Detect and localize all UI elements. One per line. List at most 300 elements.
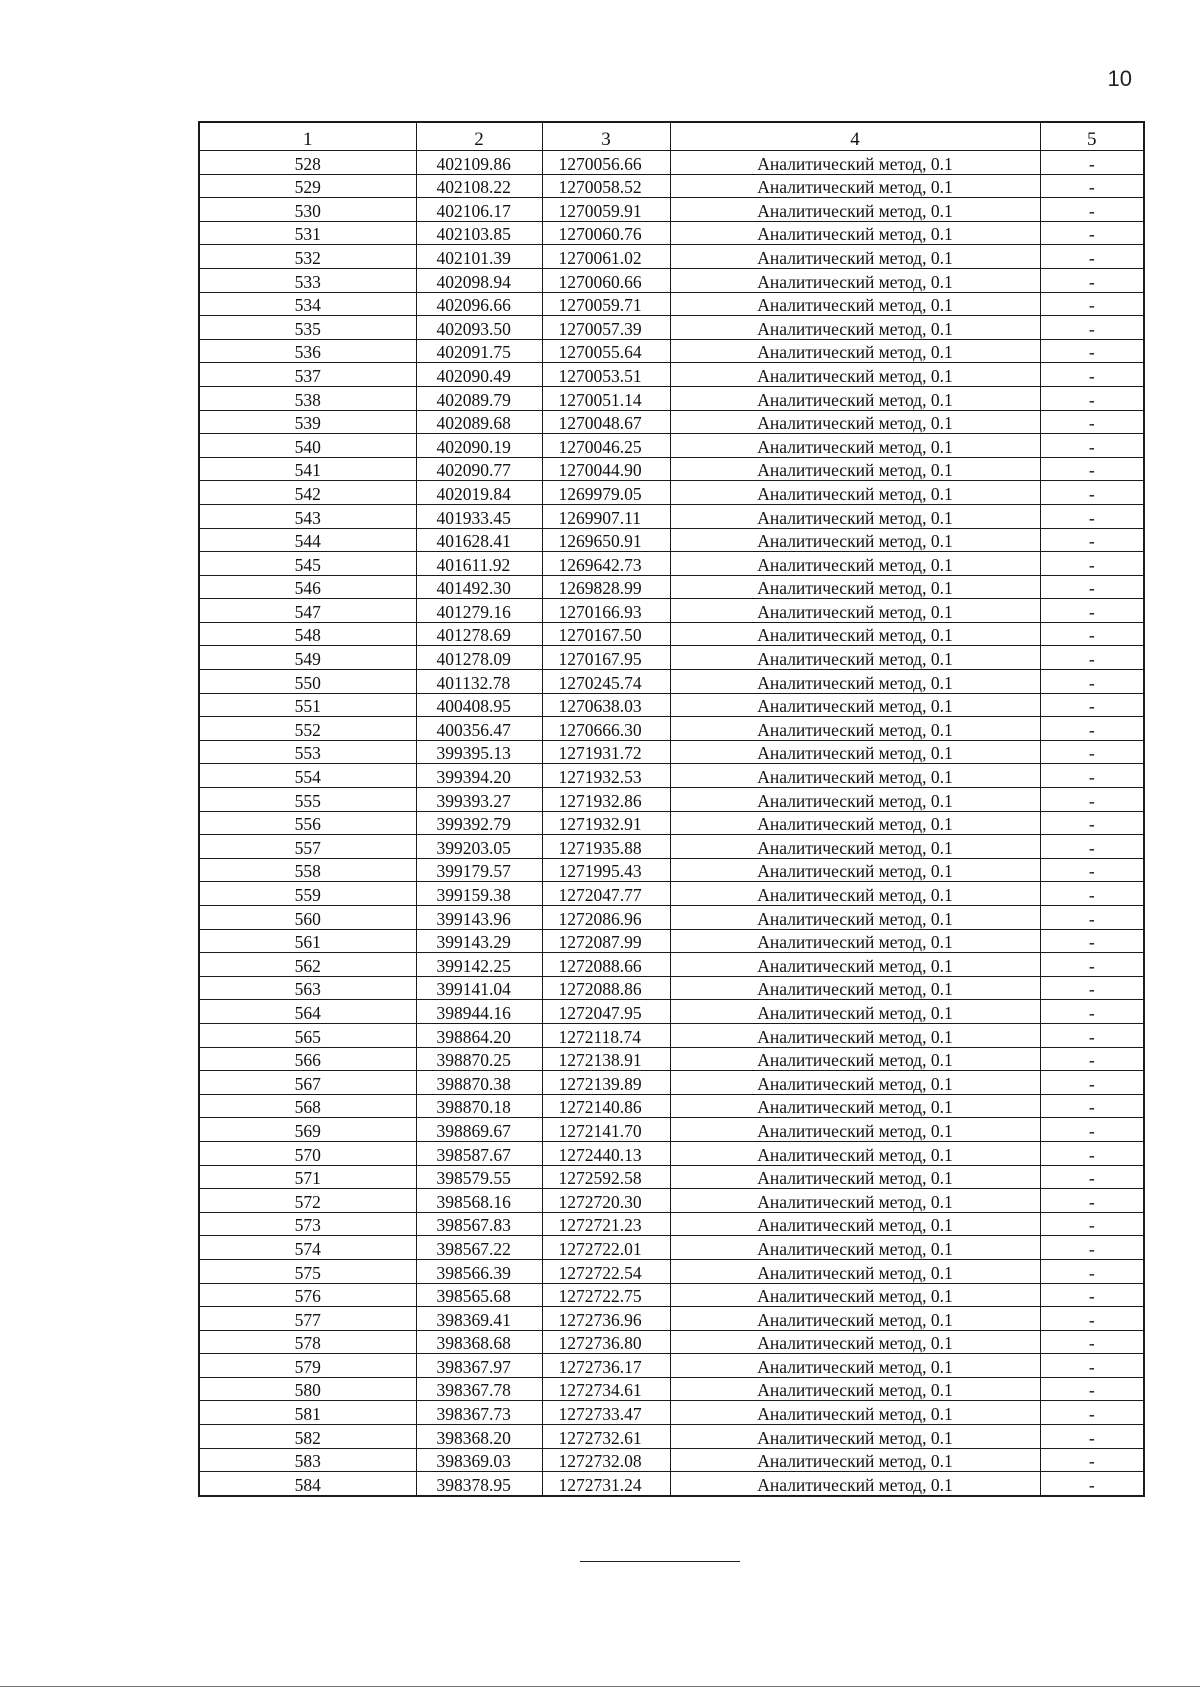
x-coordinate-cell: 402098.94: [416, 268, 542, 292]
y-coordinate-cell: 1270060.66: [542, 268, 670, 292]
note-cell: -: [1040, 151, 1144, 175]
y-coordinate-cell: 1272732.61: [542, 1425, 670, 1449]
table-row: [199, 1259, 1144, 1283]
y-coordinate-cell: 1272734.61: [542, 1377, 670, 1401]
note-cell: -: [1040, 1141, 1144, 1165]
method-cell: Аналитический метод, 0.1: [670, 1448, 1040, 1472]
point-number-cell: 534: [199, 292, 416, 316]
x-coordinate-cell: 399392.79: [416, 811, 542, 835]
point-number-cell: 569: [199, 1118, 416, 1142]
x-coordinate-cell: 398565.68: [416, 1283, 542, 1307]
point-number-cell: 543: [199, 504, 416, 528]
note-cell: -: [1040, 1047, 1144, 1071]
method-cell: Аналитический метод, 0.1: [670, 717, 1040, 741]
table-row: [199, 575, 1144, 599]
y-coordinate-cell: 1270044.90: [542, 457, 670, 481]
y-coordinate-cell: 1270056.66: [542, 151, 670, 175]
y-coordinate-cell: 1269650.91: [542, 528, 670, 552]
y-coordinate-cell: 1270061.02: [542, 245, 670, 269]
x-coordinate-cell: 402093.50: [416, 316, 542, 340]
table-row: [199, 1354, 1144, 1378]
note-cell: -: [1040, 1330, 1144, 1354]
method-cell: Аналитический метод, 0.1: [670, 835, 1040, 859]
note-cell: -: [1040, 1354, 1144, 1378]
y-coordinate-cell: 1270057.39: [542, 316, 670, 340]
note-cell: -: [1040, 976, 1144, 1000]
table-row: [199, 268, 1144, 292]
note-cell: -: [1040, 1023, 1144, 1047]
table-row: [199, 646, 1144, 670]
x-coordinate-cell: 398870.38: [416, 1071, 542, 1095]
method-cell: Аналитический метод, 0.1: [670, 906, 1040, 930]
method-cell: Аналитический метод, 0.1: [670, 316, 1040, 340]
table-row: [199, 835, 1144, 859]
y-coordinate-cell: 1270058.52: [542, 174, 670, 198]
method-cell: Аналитический метод, 0.1: [670, 811, 1040, 835]
point-number-cell: 582: [199, 1425, 416, 1449]
point-number-cell: 577: [199, 1307, 416, 1331]
footer-rule: [580, 1561, 740, 1562]
point-number-cell: 532: [199, 245, 416, 269]
table-row: [199, 1283, 1144, 1307]
table-row: [199, 1401, 1144, 1425]
note-cell: -: [1040, 268, 1144, 292]
x-coordinate-cell: 398869.67: [416, 1118, 542, 1142]
column-header-5: 5: [1040, 122, 1144, 151]
x-coordinate-cell: 398368.20: [416, 1425, 542, 1449]
page-bottom-edge: [0, 1686, 1200, 1687]
method-cell: Аналитический метод, 0.1: [670, 646, 1040, 670]
x-coordinate-cell: 402108.22: [416, 174, 542, 198]
point-number-cell: 563: [199, 976, 416, 1000]
x-coordinate-cell: 398870.25: [416, 1047, 542, 1071]
table-row: [199, 1047, 1144, 1071]
x-coordinate-cell: 398587.67: [416, 1141, 542, 1165]
y-coordinate-cell: 1271935.88: [542, 835, 670, 859]
note-cell: -: [1040, 481, 1144, 505]
note-cell: -: [1040, 717, 1144, 741]
note-cell: -: [1040, 670, 1144, 694]
point-number-cell: 559: [199, 882, 416, 906]
x-coordinate-cell: 399143.29: [416, 929, 542, 953]
x-coordinate-cell: 399159.38: [416, 882, 542, 906]
note-cell: -: [1040, 1189, 1144, 1213]
point-number-cell: 531: [199, 221, 416, 245]
table-row: [199, 1236, 1144, 1260]
method-cell: Аналитический метод, 0.1: [670, 1472, 1040, 1496]
method-cell: Аналитический метод, 0.1: [670, 1071, 1040, 1095]
column-header-1: 1: [199, 122, 416, 151]
x-coordinate-cell: 399179.57: [416, 858, 542, 882]
point-number-cell: 568: [199, 1094, 416, 1118]
y-coordinate-cell: 1272440.13: [542, 1141, 670, 1165]
y-coordinate-cell: 1271995.43: [542, 858, 670, 882]
table-row: [199, 1094, 1144, 1118]
note-cell: -: [1040, 1283, 1144, 1307]
y-coordinate-cell: 1272720.30: [542, 1189, 670, 1213]
method-cell: Аналитический метод, 0.1: [670, 504, 1040, 528]
method-cell: Аналитический метод, 0.1: [670, 1283, 1040, 1307]
x-coordinate-cell: 399142.25: [416, 953, 542, 977]
point-number-cell: 558: [199, 858, 416, 882]
table-row: [199, 434, 1144, 458]
x-coordinate-cell: 398368.68: [416, 1330, 542, 1354]
table-row: [199, 363, 1144, 387]
table-row: [199, 858, 1144, 882]
method-cell: Аналитический метод, 0.1: [670, 245, 1040, 269]
x-coordinate-cell: 399394.20: [416, 764, 542, 788]
column-header-2: 2: [416, 122, 542, 151]
note-cell: -: [1040, 174, 1144, 198]
table-row: [199, 599, 1144, 623]
note-cell: -: [1040, 1401, 1144, 1425]
point-number-cell: 576: [199, 1283, 416, 1307]
table-row: [199, 1448, 1144, 1472]
x-coordinate-cell: 398369.03: [416, 1448, 542, 1472]
note-cell: -: [1040, 410, 1144, 434]
y-coordinate-cell: 1272088.66: [542, 953, 670, 977]
point-number-cell: 567: [199, 1071, 416, 1095]
method-cell: Аналитический метод, 0.1: [670, 386, 1040, 410]
note-cell: -: [1040, 552, 1144, 576]
method-cell: Аналитический метод, 0.1: [670, 1330, 1040, 1354]
point-number-cell: 579: [199, 1354, 416, 1378]
y-coordinate-cell: 1270167.95: [542, 646, 670, 670]
table-body: [199, 151, 1144, 1496]
point-number-cell: 540: [199, 434, 416, 458]
x-coordinate-cell: 402089.79: [416, 386, 542, 410]
y-coordinate-cell: 1272732.08: [542, 1448, 670, 1472]
point-number-cell: 566: [199, 1047, 416, 1071]
note-cell: -: [1040, 245, 1144, 269]
table-row: [199, 1141, 1144, 1165]
table-row: [199, 1165, 1144, 1189]
x-coordinate-cell: 398568.16: [416, 1189, 542, 1213]
y-coordinate-cell: 1272139.89: [542, 1071, 670, 1095]
note-cell: -: [1040, 386, 1144, 410]
table-row: [199, 976, 1144, 1000]
point-number-cell: 547: [199, 599, 416, 623]
x-coordinate-cell: 400408.95: [416, 693, 542, 717]
y-coordinate-cell: 1272047.77: [542, 882, 670, 906]
note-cell: -: [1040, 811, 1144, 835]
x-coordinate-cell: 398579.55: [416, 1165, 542, 1189]
note-cell: -: [1040, 1377, 1144, 1401]
point-number-cell: 533: [199, 268, 416, 292]
point-number-cell: 539: [199, 410, 416, 434]
x-coordinate-cell: 402096.66: [416, 292, 542, 316]
x-coordinate-cell: 402101.39: [416, 245, 542, 269]
table-row: [199, 410, 1144, 434]
x-coordinate-cell: 401278.09: [416, 646, 542, 670]
note-cell: -: [1040, 1236, 1144, 1260]
point-number-cell: 570: [199, 1141, 416, 1165]
table-row: [199, 882, 1144, 906]
y-coordinate-cell: 1271932.86: [542, 788, 670, 812]
note-cell: -: [1040, 1259, 1144, 1283]
header-row: [199, 122, 1144, 151]
method-cell: Аналитический метод, 0.1: [670, 1425, 1040, 1449]
table-row: [199, 316, 1144, 340]
table-row: [199, 670, 1144, 694]
table-row: [199, 906, 1144, 930]
y-coordinate-cell: 1270055.64: [542, 339, 670, 363]
y-coordinate-cell: 1272721.23: [542, 1212, 670, 1236]
point-number-cell: 578: [199, 1330, 416, 1354]
note-cell: -: [1040, 1307, 1144, 1331]
note-cell: -: [1040, 528, 1144, 552]
note-cell: -: [1040, 1472, 1144, 1496]
method-cell: Аналитический метод, 0.1: [670, 575, 1040, 599]
point-number-cell: 548: [199, 622, 416, 646]
x-coordinate-cell: 401628.41: [416, 528, 542, 552]
y-coordinate-cell: 1272592.58: [542, 1165, 670, 1189]
table-header: [199, 122, 1144, 151]
point-number-cell: 541: [199, 457, 416, 481]
table-row: [199, 481, 1144, 505]
x-coordinate-cell: 402019.84: [416, 481, 542, 505]
y-coordinate-cell: 1270638.03: [542, 693, 670, 717]
table-row: [199, 1189, 1144, 1213]
x-coordinate-cell: 401611.92: [416, 552, 542, 576]
table-row: [199, 1472, 1144, 1496]
point-number-cell: 551: [199, 693, 416, 717]
note-cell: -: [1040, 953, 1144, 977]
x-coordinate-cell: 402090.49: [416, 363, 542, 387]
table-row: [199, 788, 1144, 812]
table-row: [199, 221, 1144, 245]
method-cell: Аналитический метод, 0.1: [670, 151, 1040, 175]
method-cell: Аналитический метод, 0.1: [670, 528, 1040, 552]
table-row: [199, 528, 1144, 552]
point-number-cell: 535: [199, 316, 416, 340]
method-cell: Аналитический метод, 0.1: [670, 1047, 1040, 1071]
method-cell: Аналитический метод, 0.1: [670, 292, 1040, 316]
x-coordinate-cell: 398870.18: [416, 1094, 542, 1118]
y-coordinate-cell: 1272118.74: [542, 1023, 670, 1047]
y-coordinate-cell: 1272736.17: [542, 1354, 670, 1378]
y-coordinate-cell: 1272086.96: [542, 906, 670, 930]
method-cell: Аналитический метод, 0.1: [670, 953, 1040, 977]
x-coordinate-cell: 398367.97: [416, 1354, 542, 1378]
point-number-cell: 550: [199, 670, 416, 694]
note-cell: -: [1040, 646, 1144, 670]
note-cell: -: [1040, 1425, 1144, 1449]
table-row: [199, 151, 1144, 175]
coordinates-table: [198, 121, 1145, 1497]
x-coordinate-cell: 399393.27: [416, 788, 542, 812]
table-row: [199, 245, 1144, 269]
table-row: [199, 339, 1144, 363]
note-cell: -: [1040, 882, 1144, 906]
method-cell: Аналитический метод, 0.1: [670, 858, 1040, 882]
table-row: [199, 504, 1144, 528]
note-cell: -: [1040, 339, 1144, 363]
method-cell: Аналитический метод, 0.1: [670, 882, 1040, 906]
y-coordinate-cell: 1269828.99: [542, 575, 670, 599]
note-cell: -: [1040, 858, 1144, 882]
x-coordinate-cell: 400356.47: [416, 717, 542, 741]
method-cell: Аналитический метод, 0.1: [670, 622, 1040, 646]
note-cell: -: [1040, 1165, 1144, 1189]
y-coordinate-cell: 1269642.73: [542, 552, 670, 576]
note-cell: -: [1040, 1094, 1144, 1118]
method-cell: Аналитический метод, 0.1: [670, 481, 1040, 505]
method-cell: Аналитический метод, 0.1: [670, 221, 1040, 245]
point-number-cell: 583: [199, 1448, 416, 1472]
y-coordinate-cell: 1269907.11: [542, 504, 670, 528]
note-cell: -: [1040, 740, 1144, 764]
method-cell: Аналитический метод, 0.1: [670, 976, 1040, 1000]
point-number-cell: 571: [199, 1165, 416, 1189]
table-row: [199, 811, 1144, 835]
method-cell: Аналитический метод, 0.1: [670, 1118, 1040, 1142]
note-cell: -: [1040, 1071, 1144, 1095]
point-number-cell: 544: [199, 528, 416, 552]
x-coordinate-cell: 398944.16: [416, 1000, 542, 1024]
point-number-cell: 564: [199, 1000, 416, 1024]
note-cell: -: [1040, 363, 1144, 387]
y-coordinate-cell: 1270053.51: [542, 363, 670, 387]
point-number-cell: 581: [199, 1401, 416, 1425]
method-cell: Аналитический метод, 0.1: [670, 1023, 1040, 1047]
x-coordinate-cell: 398567.83: [416, 1212, 542, 1236]
note-cell: -: [1040, 622, 1144, 646]
point-number-cell: 562: [199, 953, 416, 977]
y-coordinate-cell: 1270245.74: [542, 670, 670, 694]
x-coordinate-cell: 398566.39: [416, 1259, 542, 1283]
method-cell: Аналитический метод, 0.1: [670, 1141, 1040, 1165]
point-number-cell: 565: [199, 1023, 416, 1047]
point-number-cell: 557: [199, 835, 416, 859]
note-cell: -: [1040, 835, 1144, 859]
note-cell: -: [1040, 788, 1144, 812]
method-cell: Аналитический метод, 0.1: [670, 740, 1040, 764]
y-coordinate-cell: 1269979.05: [542, 481, 670, 505]
table-row: [199, 717, 1144, 741]
point-number-cell: 575: [199, 1259, 416, 1283]
x-coordinate-cell: 399395.13: [416, 740, 542, 764]
method-cell: Аналитический метод, 0.1: [670, 1401, 1040, 1425]
point-number-cell: 552: [199, 717, 416, 741]
method-cell: Аналитический метод, 0.1: [670, 1259, 1040, 1283]
table-row: [199, 457, 1144, 481]
y-coordinate-cell: 1272733.47: [542, 1401, 670, 1425]
y-coordinate-cell: 1272736.80: [542, 1330, 670, 1354]
y-coordinate-cell: 1272722.54: [542, 1259, 670, 1283]
method-cell: Аналитический метод, 0.1: [670, 1165, 1040, 1189]
point-number-cell: 546: [199, 575, 416, 599]
method-cell: Аналитический метод, 0.1: [670, 1000, 1040, 1024]
point-number-cell: 573: [199, 1212, 416, 1236]
x-coordinate-cell: 401492.30: [416, 575, 542, 599]
y-coordinate-cell: 1270167.50: [542, 622, 670, 646]
point-number-cell: 561: [199, 929, 416, 953]
table-row: [199, 386, 1144, 410]
y-coordinate-cell: 1272087.99: [542, 929, 670, 953]
table-row: [199, 1330, 1144, 1354]
x-coordinate-cell: 402091.75: [416, 339, 542, 363]
y-coordinate-cell: 1270051.14: [542, 386, 670, 410]
note-cell: -: [1040, 504, 1144, 528]
y-coordinate-cell: 1272140.86: [542, 1094, 670, 1118]
table-row: [199, 1071, 1144, 1095]
y-coordinate-cell: 1271932.53: [542, 764, 670, 788]
x-coordinate-cell: 402106.17: [416, 198, 542, 222]
method-cell: Аналитический метод, 0.1: [670, 1354, 1040, 1378]
x-coordinate-cell: 398367.73: [416, 1401, 542, 1425]
method-cell: Аналитический метод, 0.1: [670, 1307, 1040, 1331]
x-coordinate-cell: 398369.41: [416, 1307, 542, 1331]
method-cell: Аналитический метод, 0.1: [670, 670, 1040, 694]
x-coordinate-cell: 398378.95: [416, 1472, 542, 1496]
point-number-cell: 555: [199, 788, 416, 812]
column-header-4: 4: [670, 122, 1040, 151]
y-coordinate-cell: 1271931.72: [542, 740, 670, 764]
table-row: [199, 174, 1144, 198]
x-coordinate-cell: 398367.78: [416, 1377, 542, 1401]
point-number-cell: 553: [199, 740, 416, 764]
y-coordinate-cell: 1272138.91: [542, 1047, 670, 1071]
note-cell: -: [1040, 693, 1144, 717]
table-row: [199, 1023, 1144, 1047]
note-cell: -: [1040, 434, 1144, 458]
y-coordinate-cell: 1272088.86: [542, 976, 670, 1000]
y-coordinate-cell: 1272047.95: [542, 1000, 670, 1024]
point-number-cell: 580: [199, 1377, 416, 1401]
point-number-cell: 530: [199, 198, 416, 222]
y-coordinate-cell: 1270059.91: [542, 198, 670, 222]
x-coordinate-cell: 399203.05: [416, 835, 542, 859]
y-coordinate-cell: 1270048.67: [542, 410, 670, 434]
y-coordinate-cell: 1272736.96: [542, 1307, 670, 1331]
table-row: [199, 693, 1144, 717]
x-coordinate-cell: 402090.19: [416, 434, 542, 458]
table-row: [199, 1425, 1144, 1449]
note-cell: -: [1040, 457, 1144, 481]
x-coordinate-cell: 401278.69: [416, 622, 542, 646]
x-coordinate-cell: 399143.96: [416, 906, 542, 930]
y-coordinate-cell: 1270666.30: [542, 717, 670, 741]
point-number-cell: 536: [199, 339, 416, 363]
x-coordinate-cell: 398567.22: [416, 1236, 542, 1260]
coordinates-table-container: [198, 121, 1143, 1497]
table-row: [199, 1118, 1144, 1142]
note-cell: -: [1040, 599, 1144, 623]
method-cell: Аналитический метод, 0.1: [670, 1212, 1040, 1236]
table-row: [199, 1000, 1144, 1024]
method-cell: Аналитический метод, 0.1: [670, 1377, 1040, 1401]
point-number-cell: 529: [199, 174, 416, 198]
method-cell: Аналитический метод, 0.1: [670, 268, 1040, 292]
note-cell: -: [1040, 1212, 1144, 1236]
table-row: [199, 929, 1144, 953]
point-number-cell: 542: [199, 481, 416, 505]
table-row: [199, 198, 1144, 222]
note-cell: -: [1040, 1000, 1144, 1024]
note-cell: -: [1040, 764, 1144, 788]
y-coordinate-cell: 1270166.93: [542, 599, 670, 623]
note-cell: -: [1040, 929, 1144, 953]
point-number-cell: 584: [199, 1472, 416, 1496]
x-coordinate-cell: 399141.04: [416, 976, 542, 1000]
method-cell: Аналитический метод, 0.1: [670, 764, 1040, 788]
y-coordinate-cell: 1272731.24: [542, 1472, 670, 1496]
method-cell: Аналитический метод, 0.1: [670, 693, 1040, 717]
method-cell: Аналитический метод, 0.1: [670, 1094, 1040, 1118]
column-header-3: 3: [542, 122, 670, 151]
method-cell: Аналитический метод, 0.1: [670, 929, 1040, 953]
